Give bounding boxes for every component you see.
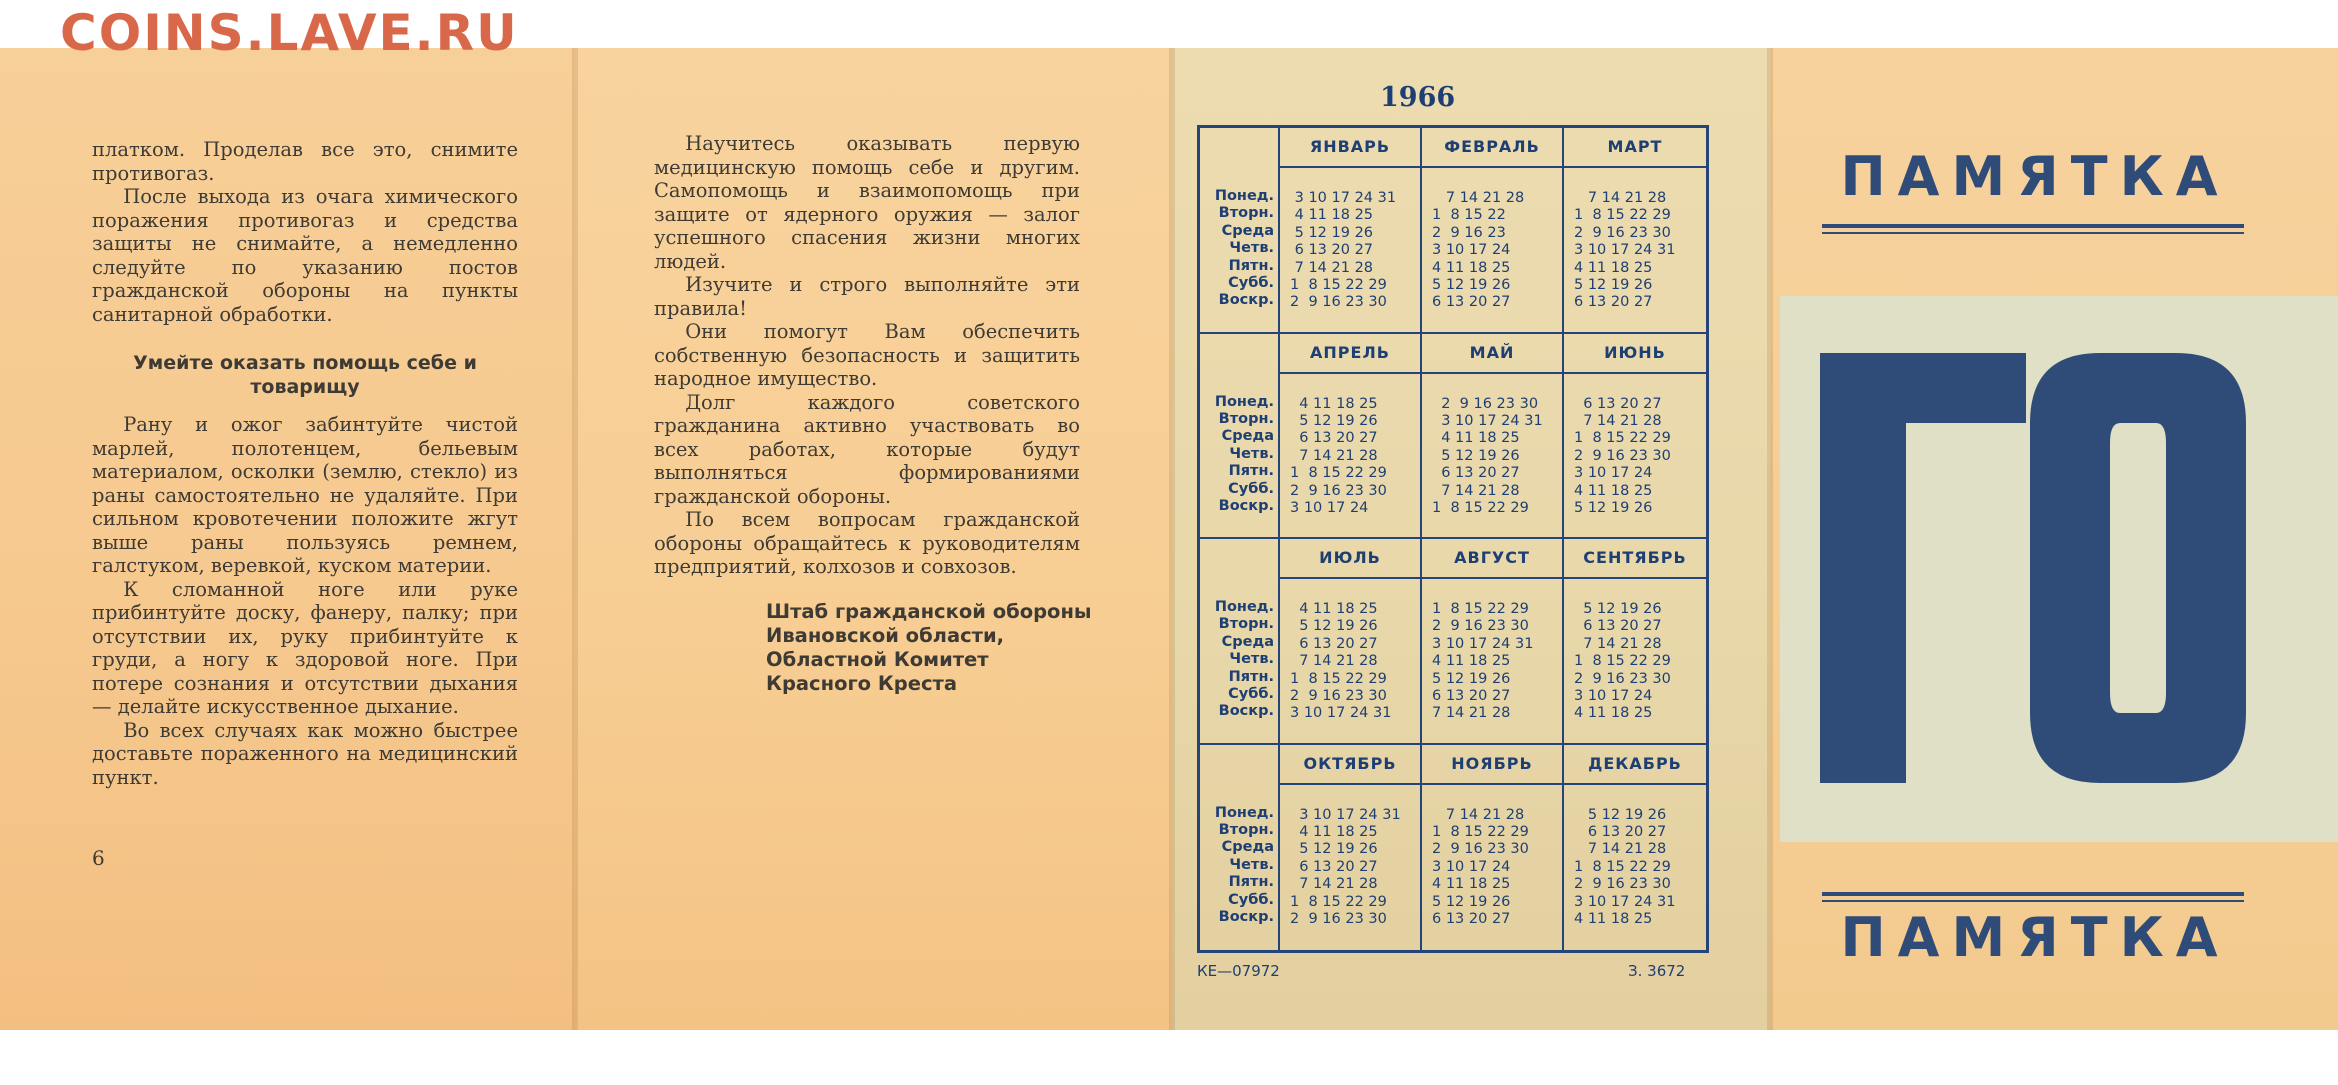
section-heading: Умейте оказать помощь себе и товарищу <box>133 352 477 398</box>
day-row: 5 12 19 26 <box>1432 670 1511 687</box>
month-block <box>1280 334 1422 540</box>
day-row: 6 13 20 27 <box>1290 430 1378 447</box>
weekday-label: Среда <box>1221 633 1274 650</box>
month-days <box>1280 168 1420 312</box>
page-number: 6 <box>92 846 105 870</box>
day-row: 6 13 20 27 <box>1574 395 1662 412</box>
weekday-label: Вторн. <box>1218 205 1274 222</box>
day-row: 2 9 16 23 30 <box>1432 618 1529 635</box>
month-days <box>1564 785 1706 929</box>
day-row: 3 10 17 24 <box>1574 465 1653 482</box>
day-row: 3 10 17 24 <box>1574 688 1653 705</box>
day-row: 2 9 16 23 30 <box>1290 688 1387 705</box>
signature-line: Красного Креста <box>766 672 958 695</box>
weekday-label: Среда <box>1221 839 1274 856</box>
month-block <box>1422 334 1564 540</box>
month-days <box>1422 168 1562 312</box>
print-code: КЕ—07972 <box>1197 962 1280 980</box>
day-row: 7 14 21 28 <box>1290 447 1378 464</box>
month-days <box>1280 785 1420 929</box>
day-row: 3 10 17 24 31 <box>1290 705 1392 722</box>
month-days <box>1422 579 1562 723</box>
day-row: 6 13 20 27 <box>1432 688 1511 705</box>
day-row: 4 11 18 25 <box>1432 653 1511 670</box>
weekday-label: Субб. <box>1228 480 1274 497</box>
month-days <box>1422 785 1562 929</box>
letter-g-icon <box>1820 353 2026 783</box>
day-row: 1 8 15 22 29 <box>1574 858 1671 875</box>
day-row: 5 12 19 26 <box>1290 412 1378 429</box>
weekday-label: Среда <box>1221 428 1274 445</box>
month-days <box>1564 374 1706 518</box>
month-block <box>1422 539 1564 745</box>
day-row: 4 11 18 25 <box>1290 207 1374 224</box>
day-row: 5 12 19 26 <box>1574 499 1653 516</box>
day-row: 5 12 19 26 <box>1574 277 1653 294</box>
site-watermark: COINS.LAVE.RU <box>60 4 519 62</box>
day-row: 2 9 16 23 30 <box>1574 224 1671 241</box>
month-name: ФЕВРАЛЬ <box>1422 128 1562 168</box>
month-block <box>1564 128 1706 334</box>
day-row: 4 11 18 25 <box>1432 430 1520 447</box>
weekday-labels <box>1200 334 1280 540</box>
weekday-label: Субб. <box>1228 891 1274 908</box>
weekday-labels <box>1200 539 1280 745</box>
day-row: 3 10 17 24 31 <box>1290 806 1401 823</box>
day-row: 2 9 16 23 30 <box>1432 841 1529 858</box>
weekday-label: Четв. <box>1229 856 1274 873</box>
day-row: 3 10 17 24 <box>1432 858 1511 875</box>
paragraph: Рану и ожог забинтуйте чистой марлей, полотенцем, бельевым материалом, осколки (землю, стекло) из раны самостоятельно не удаляйте. При сильном кровотечении положите жгут выше раны пользуясь ремнем, галстуком, веревкой, куском материи. <box>92 413 518 577</box>
day-row: 4 11 18 25 <box>1574 910 1653 927</box>
paragraph: После выхода из очага химического поражения противогаз и средства защиты не снимайте, а немедленно следуйте по указанию постов гражданской обороны на пункты санитарной обработки. <box>92 185 518 326</box>
day-row: 1 8 15 22 29 <box>1290 893 1387 910</box>
cover-rule <box>1822 900 2244 902</box>
weekday-label: Вторн. <box>1218 616 1274 633</box>
month-name: ЯНВАРЬ <box>1280 128 1420 168</box>
month-name: ИЮНЬ <box>1564 334 1706 374</box>
day-row: 3 10 17 24 <box>1432 242 1511 259</box>
month-block <box>1280 539 1422 745</box>
day-row: 7 14 21 28 <box>1574 412 1662 429</box>
day-row: 4 11 18 25 <box>1290 395 1378 412</box>
day-row: 6 13 20 27 <box>1290 635 1378 652</box>
weekday-label: Вторн. <box>1218 410 1274 427</box>
day-row: 6 13 20 27 <box>1290 858 1378 875</box>
paragraph: Они помогут Вам обеспечить собственную безопасность и защитить народное имущество. <box>654 320 1080 390</box>
fold-line <box>1767 48 1773 1030</box>
day-row: 1 8 15 22 29 <box>1574 653 1671 670</box>
day-row: 4 11 18 25 <box>1290 823 1378 840</box>
month-days <box>1280 579 1420 723</box>
fold-line <box>572 48 578 1030</box>
day-row: 3 10 17 24 31 <box>1574 893 1676 910</box>
month-block <box>1422 745 1564 951</box>
day-row: 3 10 17 24 31 <box>1290 190 1397 206</box>
calendar-grid <box>1197 125 1709 953</box>
day-row: 3 10 17 24 31 <box>1432 412 1543 429</box>
day-row: 5 12 19 26 <box>1290 618 1378 635</box>
signature-line: Ивановской области, <box>766 624 1005 647</box>
signature-line: Штаб гражданской обороны <box>766 600 1092 623</box>
page-7-text <box>654 132 1080 579</box>
month-days <box>1564 579 1706 723</box>
page-6-text <box>92 138 518 789</box>
weekday-label: Субб. <box>1228 275 1274 292</box>
day-row: 4 11 18 25 <box>1574 259 1653 276</box>
day-row: 7 14 21 28 <box>1432 190 1525 206</box>
weekday-label: Воскр. <box>1218 497 1274 514</box>
day-row: 5 12 19 26 <box>1574 806 1667 823</box>
paragraph: Изучите и строго выполняйте эти правила! <box>654 273 1080 320</box>
month-name: СЕНТЯБРЬ <box>1564 539 1706 579</box>
day-row: 2 9 16 23 30 <box>1574 670 1671 687</box>
month-name: НОЯБРЬ <box>1422 745 1562 785</box>
day-row: 2 9 16 23 30 <box>1574 876 1671 893</box>
cover-title-bottom: ПАМЯТКА <box>1840 906 2230 969</box>
weekday-label: Пятн. <box>1228 463 1274 480</box>
day-row: 4 11 18 25 <box>1432 876 1511 893</box>
letter-o-icon <box>2030 353 2246 783</box>
day-row: 2 9 16 23 30 <box>1290 910 1387 927</box>
weekday-label: Четв. <box>1229 240 1274 257</box>
calendar-year: 1966 <box>1380 82 1456 113</box>
day-row: 6 13 20 27 <box>1432 910 1511 927</box>
day-row: 5 12 19 26 <box>1290 841 1378 858</box>
day-row: 2 9 16 23 <box>1432 224 1506 241</box>
day-row: 7 14 21 28 <box>1290 259 1374 276</box>
fold-line <box>1169 48 1175 1030</box>
day-row: 2 9 16 23 30 <box>1432 395 1539 412</box>
month-name: ДЕКАБРЬ <box>1564 745 1706 785</box>
day-row: 7 14 21 28 <box>1432 482 1520 499</box>
day-row: 4 11 18 25 <box>1432 259 1511 276</box>
day-row: 6 13 20 27 <box>1432 465 1520 482</box>
signature-block <box>766 600 1092 696</box>
weekday-label: Субб. <box>1228 686 1274 703</box>
day-row: 1 8 15 22 <box>1432 207 1506 224</box>
day-row: 4 11 18 25 <box>1574 482 1653 499</box>
month-name: ИЮЛЬ <box>1280 539 1420 579</box>
signature-line: Областной Комитет <box>766 648 989 671</box>
day-row: 1 8 15 22 29 <box>1290 465 1387 482</box>
day-row: 3 10 17 24 31 <box>1432 635 1534 652</box>
go-emblem <box>1820 353 2250 783</box>
month-days <box>1280 374 1420 518</box>
day-row: 1 8 15 22 29 <box>1432 601 1529 617</box>
cover-rule <box>1822 232 2244 234</box>
day-row: 7 14 21 28 <box>1432 806 1525 823</box>
day-row: 5 12 19 26 <box>1432 893 1511 910</box>
month-name: МАЙ <box>1422 334 1562 374</box>
day-row: 5 12 19 26 <box>1432 447 1520 464</box>
paragraph: Научитесь оказывать первую медицинскую помощь себе и другим. Самопомощь и взаимопомощь при защите от ядерного оружия — залог успешного спасения жизни многих людей. <box>654 132 1080 273</box>
order-number: З. 3672 <box>1628 962 1686 980</box>
month-block <box>1564 334 1706 540</box>
month-days <box>1564 168 1706 312</box>
weekday-labels <box>1200 745 1280 951</box>
day-row: 7 14 21 28 <box>1432 705 1511 722</box>
weekday-label: Понед. <box>1214 804 1274 821</box>
weekday-label: Пятн. <box>1228 257 1274 274</box>
weekday-label: Воскр. <box>1218 703 1274 720</box>
day-row: 5 12 19 26 <box>1290 224 1374 241</box>
month-name: МАРТ <box>1564 128 1706 168</box>
day-row: 5 12 19 26 <box>1432 277 1511 294</box>
day-row: 6 13 20 27 <box>1574 294 1653 311</box>
paragraph: По всем вопросам гражданской обороны обращайтесь к руководителям предприятий, колхозов и совхозов. <box>654 508 1080 578</box>
weekday-label: Воскр. <box>1218 292 1274 309</box>
day-row: 1 8 15 22 29 <box>1574 430 1671 447</box>
day-row: 4 11 18 25 <box>1290 601 1378 617</box>
day-row: 4 11 18 25 <box>1574 705 1653 722</box>
day-row: 1 8 15 22 29 <box>1574 207 1671 224</box>
paragraph: К сломанной ноге или руке прибинтуйте доску, фанеру, палку; при отсутствии их, руку прибинтуйте к груди, а ногу к здоровой ноге. При потере сознания и отсутствии дыхания — делайте искусственное дыхание. <box>92 577 518 718</box>
weekday-label: Четв. <box>1229 651 1274 668</box>
day-row: 3 10 17 24 31 <box>1574 242 1676 259</box>
day-row: 1 8 15 22 29 <box>1432 823 1529 840</box>
day-row: 2 9 16 23 30 <box>1574 447 1671 464</box>
month-name: АПРЕЛЬ <box>1280 334 1420 374</box>
day-row: 2 9 16 23 30 <box>1290 294 1387 311</box>
weekday-label: Пятн. <box>1228 874 1274 891</box>
day-row: 6 13 20 27 <box>1574 618 1662 635</box>
weekday-label: Пятн. <box>1228 668 1274 685</box>
day-row: 7 14 21 28 <box>1574 841 1667 858</box>
month-block <box>1422 128 1564 334</box>
month-days <box>1422 374 1562 518</box>
day-row: 7 14 21 28 <box>1574 190 1667 206</box>
month-block <box>1564 539 1706 745</box>
weekday-label: Понед. <box>1214 599 1274 615</box>
month-name: ОКТЯБРЬ <box>1280 745 1420 785</box>
cover-rule <box>1822 892 2244 896</box>
day-row: 6 13 20 27 <box>1432 294 1511 311</box>
day-row: 7 14 21 28 <box>1290 653 1378 670</box>
day-row: 6 13 20 27 <box>1290 242 1374 259</box>
weekday-label: Понед. <box>1214 188 1274 204</box>
paragraph: платком. Проделав все это, снимите противогаз. <box>92 138 518 185</box>
weekday-label: Воскр. <box>1218 908 1274 925</box>
weekday-label: Среда <box>1221 222 1274 239</box>
day-row: 2 9 16 23 30 <box>1290 482 1387 499</box>
weekday-label: Понед. <box>1214 393 1274 410</box>
day-row: 3 10 17 24 <box>1290 499 1369 516</box>
day-row: 6 13 20 27 <box>1574 823 1667 840</box>
month-block <box>1280 128 1422 334</box>
month-block <box>1280 745 1422 951</box>
month-name: АВГУСТ <box>1422 539 1562 579</box>
cover-rule <box>1822 224 2244 228</box>
weekday-label: Вторн. <box>1218 821 1274 838</box>
paragraph: Долг каждого советского гражданина активно участвовать во всех работах, которые будут выполняться формированиями гражданской обороны. <box>654 390 1080 508</box>
month-block <box>1564 745 1706 951</box>
day-row: 7 14 21 28 <box>1290 876 1378 893</box>
day-row: 1 8 15 22 29 <box>1290 670 1387 687</box>
weekday-label: Четв. <box>1229 445 1274 462</box>
cover-title-top: ПАМЯТКА <box>1840 145 2230 208</box>
day-row: 1 8 15 22 29 <box>1432 499 1529 516</box>
weekday-labels <box>1200 128 1280 334</box>
day-row: 5 12 19 26 <box>1574 601 1662 617</box>
paragraph: Во всех случаях как можно быстрее доставьте пораженного на медицинский пункт. <box>92 718 518 789</box>
day-row: 7 14 21 28 <box>1574 635 1662 652</box>
day-row: 1 8 15 22 29 <box>1290 277 1387 294</box>
